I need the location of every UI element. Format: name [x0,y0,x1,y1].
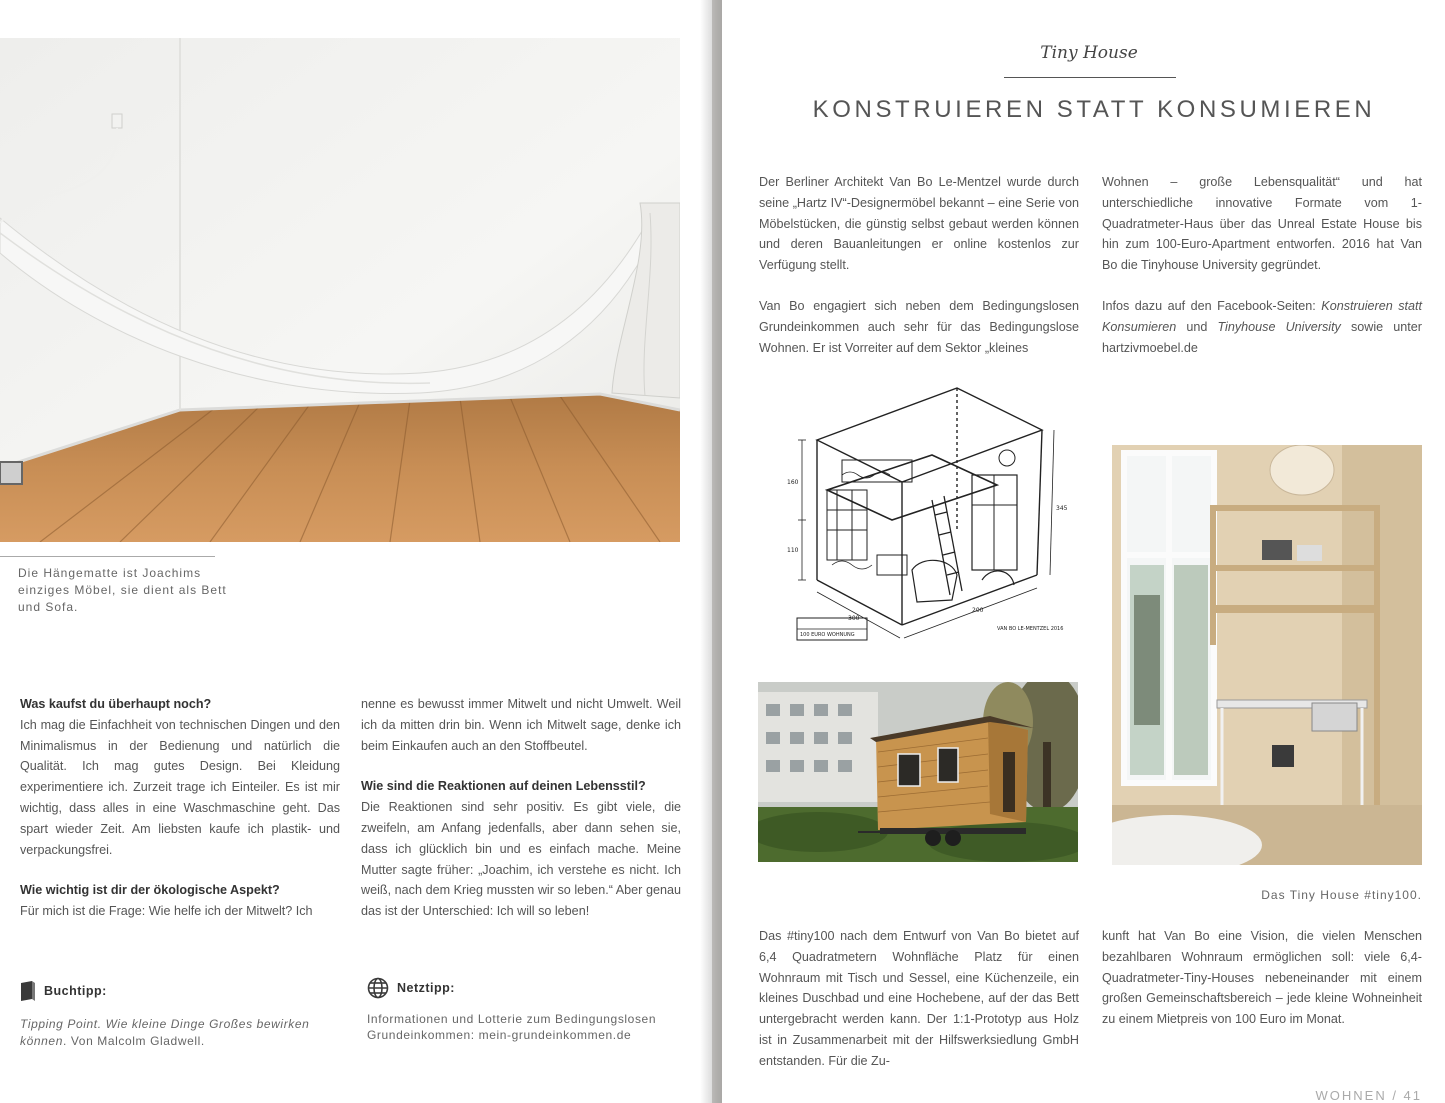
intro-paragraph-3: Wohnen – große Lebensqualität“ und hat unterschiedliche innovative Formate vom 1-Quadratmeter-Haus über das Unreal Estate House bis hin zum 100-Euro-Apartment entworfen. 2016 hat Van Bo die Tinyhouse University gegründet. [1102,175,1422,273]
hammock-photo [0,38,680,542]
answer-1: Ich mag die Einfachheit von technischen Dingen und den Minimalismus in der Bedienung und natürlich die Qualität. Ich mag gutes Design. Bei Kleidung experimentiere ich. Zurzeit trage ich Einteiler. Es ist mir wichtig, dass alles in eine Waschmaschine geht. Das spart wieder Zeit. Am liebsten kaufe ich plastik- und verpackungsfrei. [20,717,340,857]
globe-icon [367,977,389,999]
facebook-page-1: Konstruieren statt Konsumieren [1102,298,1422,334]
web-tip-text: Informationen und Lotterie zum Bedingungslosen Grundeinkommen: mein-grundeinkommen.de [367,1012,657,1042]
book-author: . Von Malcolm Gladwell. [62,1034,205,1048]
facebook-intro: Infos dazu auf den Facebook-Seiten: [1102,298,1322,313]
bottom-column-2: kunft hat Van Bo eine Vision, die vielen Menschen bezahlbaren Wohnraum ermöglichen soll: viele 6,4-Quadratmeter-Tiny-Houses nebeneinander mit einem großen Gemeinschaftsbereich – jede kleine Wohneinheit zu einem Mietpreis von 100 Euro im Monat. [1102,929,1422,1027]
hammock-illustration [0,38,680,542]
sketch-dim-w2: 200 [972,607,984,614]
sketch-dim-w1: 300 [848,615,860,622]
photo-caption: Das Tiny House #tiny100. [1261,888,1422,902]
tiny-house-exterior-photo [758,682,1078,862]
answer-2-end: nenne es bewusst immer Mitwelt und nicht Umwelt. Weil ich da mitten drin bin. Wenn ich Mitwelt sage, denke ich beim Einkaufen auch an den Stoffbeutel. [361,697,681,753]
sketch-dim-h2: 110 [787,547,799,554]
answer-2-start: Für mich ist die Frage: Wie helfe ich der Mitwelt? Ich [20,904,313,919]
intro-paragraph-4 [1102,296,1422,358]
kicker: Tiny House [1040,43,1138,63]
web-tip-label: Netztipp: [397,981,455,995]
interview-column-1 [20,694,340,922]
web-tip [367,977,657,1043]
question-2: Wie wichtig ist dir der ökologische Aspekt? [20,883,280,898]
sketch-dim-d: 345 [1056,505,1067,512]
caption-rule [0,556,215,557]
headline: KONSTRUIEREN STATT KONSUMIEREN [812,96,1376,123]
intro-paragraph-1: Der Berliner Architekt Van Bo Le-Mentzel wurde durch seine „Hartz IV“-Designermöbel bekannt – eine Serie von Möbelstücken, die günstig selbst gebaut werden können und deren Bauanleitungen er online kostenlos zur Verfügung stellt. [759,175,1079,273]
hero-caption: Die Hängematte ist Joachims einziges Möbel, sie dient als Bett und Sofa. [18,566,227,614]
facebook-page-2: Tinyhouse University [1217,319,1341,334]
sketch-signature: VAN BO LE-MENTZEL 2016 [997,626,1064,632]
intro-paragraph-2: Van Bo engagiert sich neben dem Bedingungslosen Grundeinkommen auch sehr für das Bedingungslose Wohnen. Er ist Vorreiter auf dem Sektor „kleines [759,298,1079,355]
question-3: Wie sind die Reaktionen auf deinen Lebensstil? [361,779,646,794]
right-page [722,0,1445,1103]
sketch-dim-h1: 160 [787,479,799,486]
website-ref: sowie unter hartzivmoebel.de [1102,319,1422,355]
left-page [0,0,712,1103]
page-folio: WOHNEN / 41 [1315,1088,1422,1103]
book-tip [20,980,320,1050]
book-tip-label: Buchtipp: [44,984,107,998]
connector: und [1176,319,1218,334]
sketch-sign: 100 EURO WOHNUNG [800,632,855,638]
bottom-column-1: Das #tiny100 nach dem Entwurf von Van Bo bietet auf 6,4 Quadratmetern Wohnfläche Platz für einen Wohnraum mit Tisch und Sessel, eine Küchenzeile, ein kleines Duschbad und eine Hochebene, auf der das Bett untergebracht werden kann. Der 1:1-Prototyp aus Holz ist in Zusammenarbeit mit der Hilfswerksiedlung GmbH entstanden. Für die Zu- [759,929,1079,1068]
intro-column-2 [1102,172,1422,358]
tiny-house-interior-photo [1112,445,1422,865]
intro-column-1 [759,172,1079,358]
answer-3: Die Reaktionen sind sehr positiv. Es gibt viele, die zweifeln, am Anfang jedenfalls, aber dann sehen sie, dass ich glücklich bin und es einfach mache. Meine Mutter sagte früher: „Joachim, ich verstehe es nicht. Ich weiß, nach dem Krieg mussten wir so leben.“ Aber genau das ist der Unterschied: Ich will so leben! [361,800,681,919]
tiny-house-sketch [782,380,1067,660]
interview-column-2 [361,694,681,922]
question-1: Was kaufst du überhaupt noch? [20,697,212,711]
kicker-rule [1004,77,1176,78]
book-icon [20,980,36,1002]
book-title: Tipping Point. Wie kleine Dinge Großes bewirken können [20,1017,310,1048]
